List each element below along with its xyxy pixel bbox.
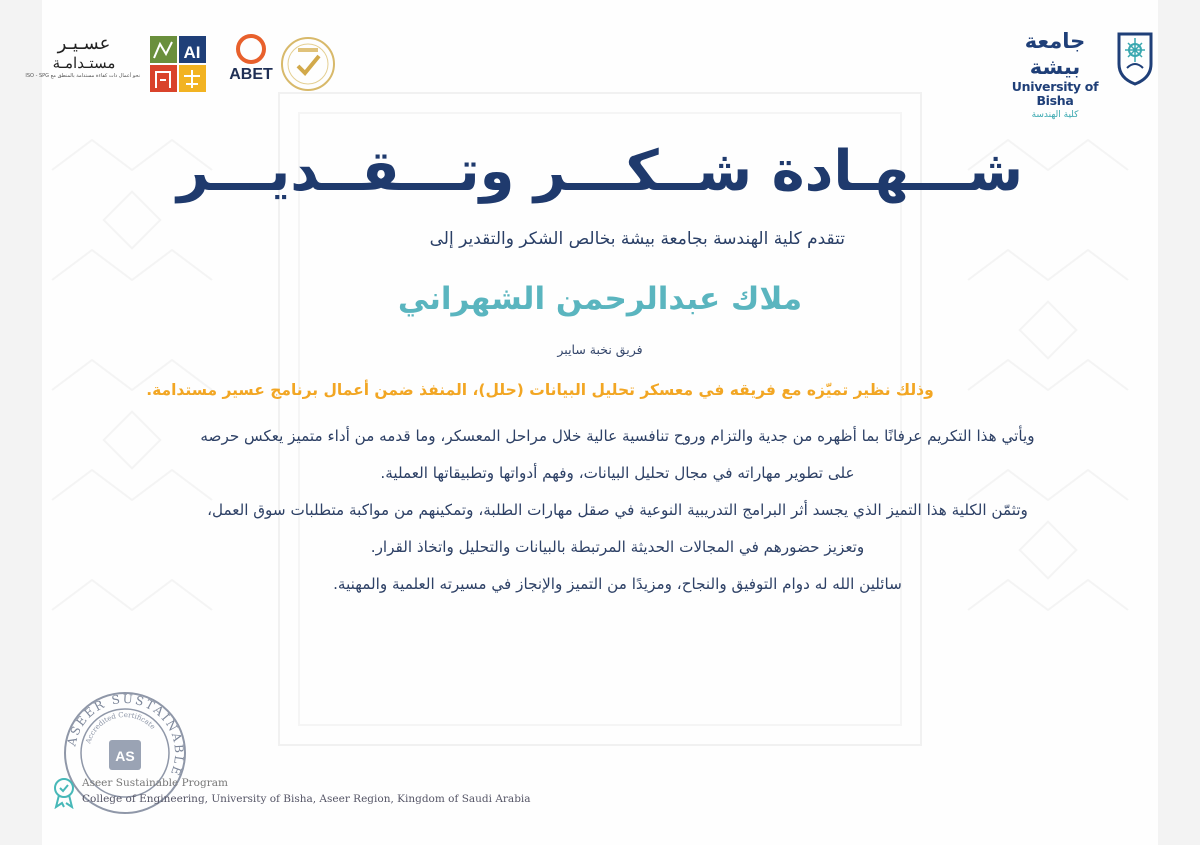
partner-logos (25, 32, 338, 98)
recipient-name: ملاك عبدالرحمن الشهراني (397, 281, 803, 317)
abet-ring-icon (236, 34, 266, 64)
university-name-arabic: جامعة بيشة (1024, 29, 1086, 79)
certificate-footer (82, 776, 602, 807)
aseer-sustainable-logo (25, 33, 140, 80)
footer-college-address: College of Engineering, University of Bisha, Aseer Region, Kingdom of Saudi Arabia (82, 793, 531, 805)
stamp-ring-text: ASEER SUSTAINABLE (64, 691, 187, 779)
college-name-arabic: كلية الهندسة (1031, 110, 1079, 120)
abet-logo-text: ABET (229, 66, 273, 83)
left-border-strip (0, 0, 42, 845)
certificate-body (130, 418, 1105, 603)
quality-seal-icon (280, 36, 336, 92)
award-ribbon-icon (52, 777, 76, 809)
certificate-title: شـــهـادة شــكـــر وتـــقــديـــر (176, 139, 1024, 204)
stamp-center-label: AS (115, 748, 135, 764)
abet-logo (226, 34, 276, 94)
body-line: ويأتي هذا التكريم عرفانًا بما أظهره من جدية والتزام وروح تنافسية عالية خلال مراحل المعسكر، وما قدمه من أداء متميز يعكس حرصه (200, 427, 1035, 445)
body-line: وتعزيز حضورهم في المجالات الحديثة المرتبطة بالبيانات والتحليل واتخاذ القرار. (370, 538, 865, 556)
stamp-inner-text: Accredited Certificate (84, 710, 157, 745)
right-border-strip (1158, 0, 1200, 845)
body-line: على تطوير مهاراته في مجال تحليل البيانات، وفهم أدواتها وتطبيقاتها العملية. (380, 464, 855, 482)
university-shield-icon (1115, 30, 1155, 86)
university-logo (1003, 28, 1155, 120)
footer-program-name: Aseer Sustainable Program (82, 777, 228, 789)
ai-program-logo (150, 36, 206, 92)
ai-logo-text: AI (183, 43, 201, 62)
aseer-logo-tagline: نحو أعمال ذات كفاءة مستدامة بالمنطق مع ISO - SPG (25, 73, 140, 79)
university-name-english: University of Bisha (1011, 79, 1099, 108)
team-name: فريق نخبة سايبر (557, 342, 643, 357)
body-line: وتثمّن الكلية هذا التميز الذي يجسد أثر البرامج التدريبية النوعية في صقل مهارات الطلبة، وتمكينهم من مواكبة متطلبات سوق العمل، (207, 501, 1028, 519)
body-line: سائلين الله له دوام التوفيق والنجاح، ومزيدًا من التميز والإنجاز في مسيرته العلمية والمهنية. (333, 575, 902, 593)
aseer-logo-line1: عسـيـر (57, 33, 111, 54)
award-reason: وذلك نظير تميّزه مع فريقه في معسكر تحليل البيانات (حلل)، المنفذ ضمن أعمال برنامج عسير مستدامة. (146, 381, 934, 399)
aseer-logo-line2: مستـدامـة (52, 54, 116, 72)
certificate-intro: تتقدم كلية الهندسة بجامعة بيشة بخالص الشكر والتقدير إلى (429, 229, 845, 249)
